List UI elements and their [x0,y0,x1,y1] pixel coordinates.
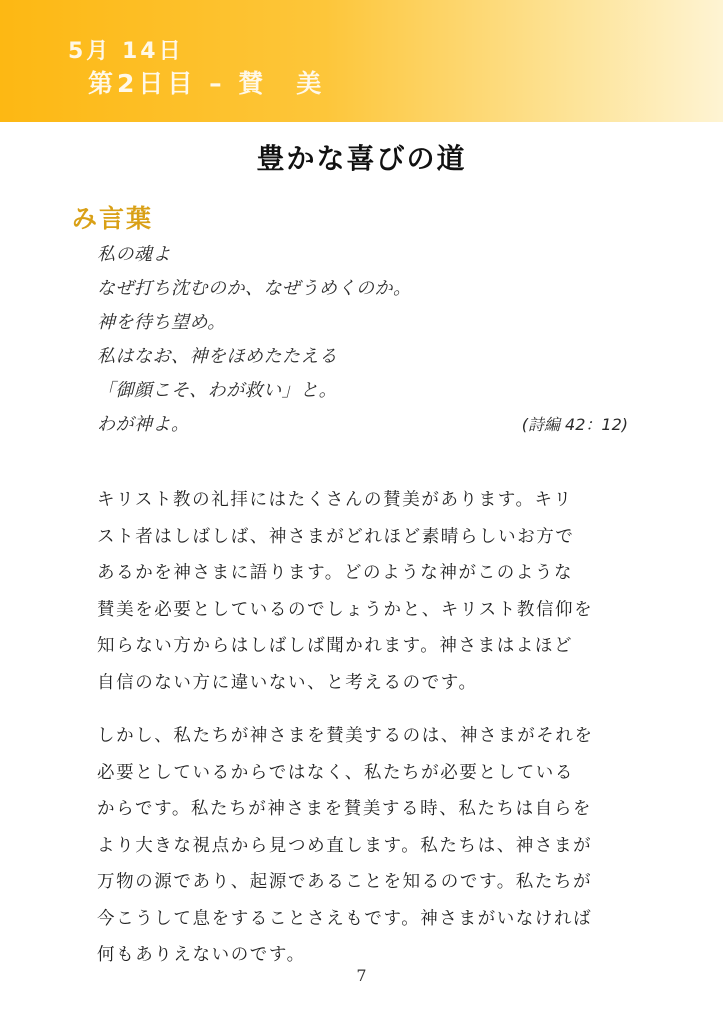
scripture-line: 神を待ち望め。 [97,312,226,333]
body-line: 自信のない方に違いない、と考えるのです。 [97,672,478,693]
scripture-line: なぜ打ち沈むのか、なぜうめくのか。 [97,278,412,299]
scripture-line: 私はなお、神をほめたたえる [97,346,338,367]
body-paragraph [97,718,637,974]
body-line: 万物の源であり、起源であることを知るのです。私たちが [97,872,593,892]
scripture-line: 私の魂よ [97,244,171,265]
scripture-reference: (詩編 42：12) [521,415,628,434]
body-line: からです。私たちが神さまを賛美する時、私たちは自らを [97,799,593,819]
page-title: 豊かな喜びの道 [256,142,467,175]
body-line: 必要としているからではなく、私たちが必要としている [97,762,574,783]
body-line: 知らない方からはしばしば聞かれます。神さまはよほど [97,636,574,656]
body-line: あるかを神さまに語ります。どのような神がこのような [97,563,574,583]
body-line: 今こうして息をすることさえもです。神さまがいなければ [97,908,593,929]
body-line: しかし、私たちが神さまを賛美するのは、神さまがそれを [97,726,594,746]
header-band [0,0,723,122]
scripture-heading: み言葉 [72,204,154,233]
body-line: より大きな視点から見つめ直します。私たちは、神さまが [97,835,593,856]
day-theme: 第2日目 – 賛 美 [88,69,326,98]
page-number: 7 [356,966,367,985]
body-line: 何もありえないのです。 [97,945,306,965]
scripture-line: 「御顔こそ、わが救い」と。 [97,380,338,401]
body-line: 賛美を必要としているのでしょうかと、キリスト教信仰を [97,599,594,620]
scripture-line: わが神よ。 [97,414,190,435]
body-paragraph [97,482,637,701]
body-line: キリスト教の礼拝にはたくさんの賛美があります。キリ [97,490,573,510]
devotional-date: 5月 14日 [68,39,184,64]
body-line: スト者はしばしば、神さまがどれほど素晴らしいお方で [97,526,575,547]
